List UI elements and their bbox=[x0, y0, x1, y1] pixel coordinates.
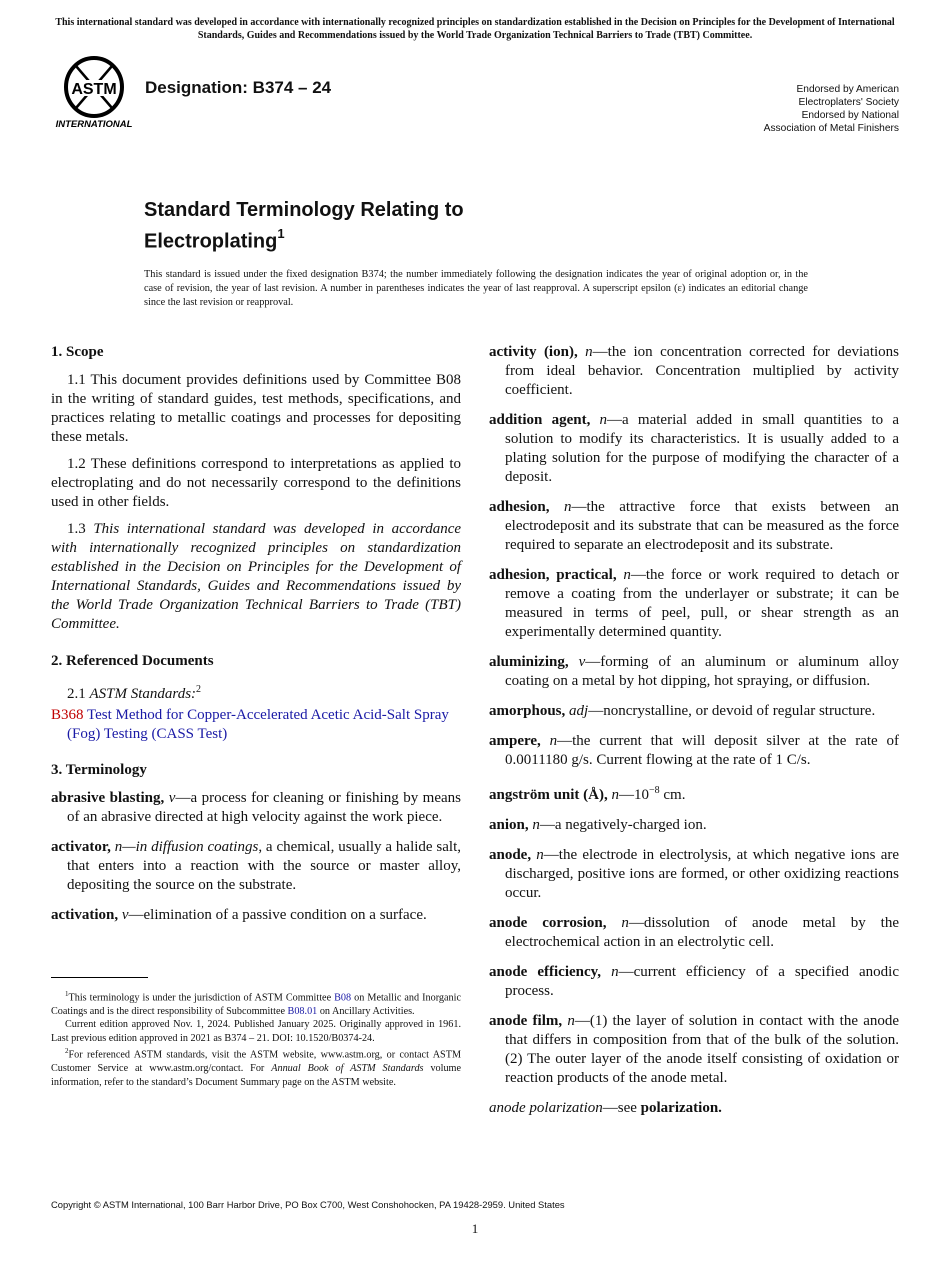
scope-paragraph: 1.2 These definitions correspond to interpretations as applied to electroplating and do not necessarily correspond to the definitions used in other fields. bbox=[51, 456, 461, 510]
term-entry: aluminizing, v—forming of an aluminum or aluminum alloy coating on a metal by hot dipping, hot spraying, or diffusion. bbox=[489, 654, 900, 689]
reference-entry[interactable] bbox=[51, 706, 461, 744]
referenced-documents-heading: 2. Referenced Documents bbox=[51, 653, 214, 669]
endorsement-line: Association of Metal Finishers bbox=[763, 123, 899, 134]
reference-code[interactable]: B368 bbox=[51, 707, 84, 723]
astm-logo-icon bbox=[54, 56, 134, 130]
footnote-divider bbox=[51, 977, 148, 978]
reference-title-link[interactable]: Test Method for Copper-Accelerated Acetic Acid-Salt Spray (Fog) Testing (CASS Test) bbox=[67, 707, 449, 742]
issuance-note: This standard is issued under the fixed designation B374; the number immediately following the designation indicates the year of original adoption or, in the case of revision, the year of last revision. A number in parentheses indicates the year of last reapproval. A superscript epsilon (ε) indicates an editorial change since the last revision or reapproval. bbox=[144, 269, 808, 308]
endorsement-line: Endorsed by National bbox=[801, 110, 899, 121]
title-footnote-mark: 1 bbox=[277, 226, 285, 241]
term-entry: adhesion, n—the attractive force that exists between an electrodeposit and its substrate that can be measured as the force required to separate an electrodeposit and its substrate. bbox=[489, 499, 900, 553]
term-entry: anode film, n—(1) the layer of solution in contact with the anode that differs in composition from that of the bulk of the solution. (2) The outer layer of the anode itself consisting of oxidation or reaction products of the anode metal. bbox=[489, 1013, 900, 1086]
left-column bbox=[51, 343, 461, 936]
scope-heading: 1. Scope bbox=[51, 344, 104, 360]
term-entry: addition agent, n—a material added in small quantities to a solution to modify its characteristics. It is usually added to a plating solution for the purpose of modifying the character of a deposit. bbox=[489, 412, 899, 485]
term-entry: amorphous, adj—noncrystalline, or devoid of regular structure. bbox=[489, 703, 876, 719]
svg-text:INTERNATIONAL: INTERNATIONAL bbox=[55, 119, 133, 130]
endorsement-line: Electroplaters' Society bbox=[798, 97, 899, 108]
endorsements bbox=[764, 83, 899, 135]
term-entry: ampere, n—the current that will deposit silver at the rate of 0.0011180 g/s. Current flowing at the rate of 1 C/s. bbox=[489, 733, 900, 768]
title-line-2: Electroplating$^1$ bbox=[144, 226, 285, 253]
terminology-heading: 3. Terminology bbox=[51, 762, 147, 778]
term-entry: activity (ion), n—the ion concentration corrected for deviations from ideal behavior. Concentration multiplied by activity coefficient. bbox=[489, 344, 900, 398]
footnote-2: $^2$For referenced ASTM standards, visit the ASTM website, www.astm.org, or contact ASTM Customer Service at www.astm.org/contact. For Annual Book of ASTM Standards volume information, refer to the standard’s Document Summary page on the ASTM website. bbox=[51, 1047, 462, 1088]
footnote-1: $^1$This terminology is under the jurisdiction of ASTM Committee B08 on Metallic and Inorganic Coatings and is the direct responsibility of Subcommittee B08.01 on Ancillary Activities. bbox=[51, 990, 461, 1017]
term-entry: anode efficiency, n—current efficiency of a specified anodic process. bbox=[489, 964, 899, 999]
term-entry: adhesion, practical, n—the force or work required to detach or remove a coating from the underlayer or substrate; it can be measured in terms of peel, pull, or shear strength as an experimentally determined quantity. bbox=[489, 567, 900, 640]
svg-text:ASTM: ASTM bbox=[71, 81, 117, 98]
right-column bbox=[489, 343, 899, 1129]
term-entry: anode, n—the electrode in electrolysis, at which negative ions are discharged, positive ions are formed, or other oxidizing reactions occur. bbox=[489, 847, 900, 901]
term-entry: activation, v—elimination of a passive condition on a surface. bbox=[51, 907, 427, 923]
see-entry: anode polarization—see polarization. bbox=[489, 1100, 722, 1116]
top-notice: This international standard was developed in accordance with internationally recognized principles on standardization established in the Decision on Principles for the Development of International Standards, Guides and Recommendations issued by the World Trade Organization Technical Barriers to Trade (TBT) Committee. bbox=[55, 17, 895, 41]
endorsement-line: Endorsed by American bbox=[796, 84, 899, 95]
committee-link[interactable]: B08 bbox=[334, 992, 352, 1004]
designation: Designation: B374 – 24 bbox=[145, 78, 332, 97]
copyright-notice: Copyright © ASTM International, 100 Barr Harbor Drive, PO Box C700, West Conshohocken, PA 19428-2959. United States bbox=[51, 1199, 565, 1210]
astm-standards-label: 2.1 ASTM Standards:$^2$ bbox=[67, 684, 202, 702]
term-entry: activator, n—in diffusion coatings, a chemical, usually a halide salt, that enters into a reaction with the source or master alloy, depositing the source on the substrate. bbox=[51, 839, 462, 893]
term-entry: anion, n—a negatively-charged ion. bbox=[489, 817, 707, 833]
footnote-edition: Current edition approved Nov. 1, 2024. Published January 2025. Originally approved in 1961. Last previous edition approved in 2021 as B374 – 21. DOI: 10.1520/B0374-24. bbox=[51, 1019, 461, 1044]
title-line-1: Standard Terminology Relating to bbox=[144, 199, 464, 221]
term-entry: anode corrosion, n—dissolution of anode metal by the electrochemical action in an electrolytic cell. bbox=[489, 915, 899, 950]
term-entry: abrasive blasting, v—a process for cleaning or finishing by means of an abrasive directed at high velocity against the work piece. bbox=[51, 790, 462, 825]
footnotes bbox=[51, 988, 461, 1089]
scope-paragraph: 1.3 This international standard was developed in accordance with internationally recognized principles on standardization established in the Decision on Principles for the Development of International Standards, Guides and Recommendations issued by the World Trade Organization Technical Barriers to Trade (TBT) Committee. bbox=[51, 521, 462, 632]
document-title bbox=[144, 198, 464, 255]
page-number: 1 bbox=[471, 1221, 479, 1236]
term-entry: angström unit (Å), $n—10^{-8}$ cm. bbox=[489, 785, 686, 803]
scope-paragraph: 1.1 This document provides definitions used by Committee B08 in the writing of standard guides, test methods, specifications, and practices relating to metallic coatings and processes for depositing these metals. bbox=[51, 372, 461, 445]
subcommittee-link[interactable]: B08.01 bbox=[287, 1005, 318, 1017]
